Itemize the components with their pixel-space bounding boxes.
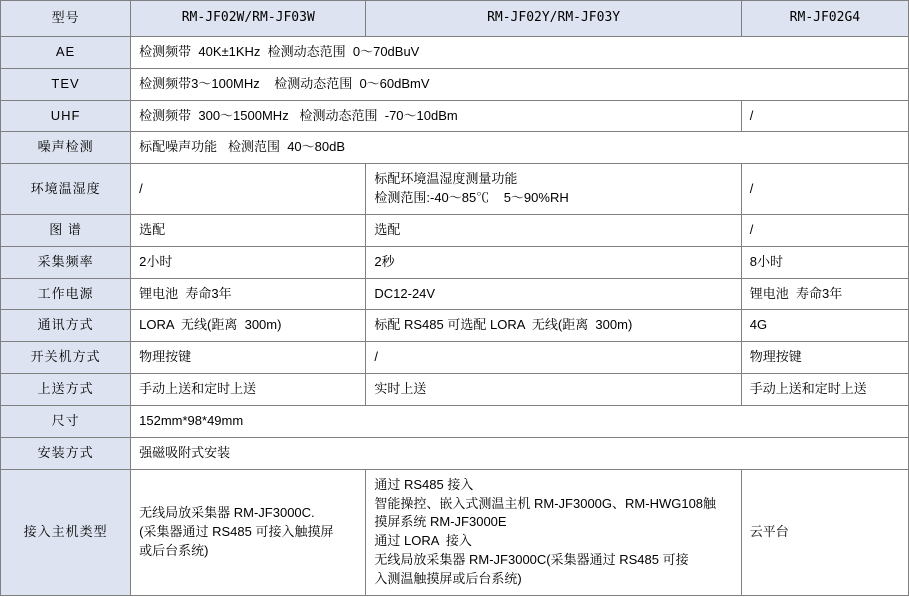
row-label: UHF [1,100,131,132]
header-model-1: RM-JF02W/RM-JF03W [131,1,366,37]
cell-line: / [139,180,143,196]
row-label: 噪声检测 [1,132,131,164]
table-cell [741,469,908,595]
cell-line: 锂电池 寿命3年 [749,285,843,301]
cell-line: 或后台系统) [139,542,209,558]
table-cell [131,246,366,278]
table-cell [741,374,908,406]
row-label: 通讯方式 [1,310,131,342]
table-cell [366,164,741,215]
table-cell [741,100,908,132]
table-cell [131,469,366,595]
table-cell [131,278,366,310]
table-row [1,246,909,278]
row-label: 环境温湿度 [1,164,131,215]
row-label: 安装方式 [1,437,131,469]
cell-line: 152mm*98*49mm [139,412,244,428]
table-cell [741,278,908,310]
row-label: AE [1,36,131,68]
cell-line: 通过 LORA 接入 [374,533,472,549]
table-row [1,132,909,164]
cell-line: 通过 RS485 接入 [374,476,474,492]
table-cell [366,342,741,374]
row-label: 接入主机类型 [1,469,131,595]
cell-line: / [749,180,754,196]
table-row [1,374,909,406]
cell-line: 智能操控、嵌入式测温主机 RM-JF3000G、RM-HWG108触 [374,495,717,511]
header-model-3: RM-JF02G4 [741,1,908,37]
cell-line: 8小时 [749,253,784,269]
table-cell [741,246,908,278]
table-row [1,164,909,215]
table-cell [741,164,908,215]
cell-line: 检测范围:-40～85℃ 5～90%RH [374,190,569,206]
cell-line: 物理按键 [749,349,802,365]
table-row [1,214,909,246]
table-row [1,469,909,595]
table-cell [366,310,741,342]
table-cell [131,214,366,246]
table-cell [131,342,366,374]
cell-line: 检测频带3～100MHz 检测动态范围 0～60dBmV [139,75,430,91]
cell-line: 检测频带 300～1500MHz 检测动态范围 -70～10dBm [139,107,458,123]
cell-line: 手动上送和定时上送 [139,381,257,397]
cell-line: 检测频带 40K±1KHz 检测动态范围 0～70dBuV [139,43,420,59]
cell-line: DC12-24V [374,285,436,301]
cell-line: 锂电池 寿命3年 [139,285,232,301]
table-cell [366,469,741,595]
row-label: TEV [1,68,131,100]
table-header-row [1,1,909,37]
row-label: 上送方式 [1,374,131,406]
row-label: 尺寸 [1,405,131,437]
table-header [1,1,909,37]
cell-line: 选配 [374,221,401,237]
cell-line: / [374,349,379,365]
table-cell [366,278,741,310]
table-cell [741,214,908,246]
table-cell [131,164,366,215]
cell-line: LORA 无线(距离 300m) [139,317,282,333]
cell-line: / [749,221,754,237]
cell-line: 强磁吸附式安装 [139,444,231,460]
table-cell [741,342,908,374]
table-row [1,278,909,310]
cell-line: 物理按键 [139,349,192,365]
header-model-2: RM-JF02Y/RM-JF03Y [366,1,741,37]
cell-line: 入测温触摸屏或后台系统) [374,570,522,586]
cell-line: 实时上送 [374,381,427,397]
table-cell [131,100,742,132]
cell-line: 标配环境温湿度测量功能 [374,171,518,187]
cell-line: 2秒 [374,253,395,269]
cell-line: 2小时 [139,253,173,269]
cell-line: 标配 RS485 可选配 LORA 无线(距离 300m) [374,317,633,333]
table-cell [131,310,366,342]
table-row [1,405,909,437]
row-label: 采集频率 [1,246,131,278]
table-cell [366,374,741,406]
row-label: 图 谱 [1,214,131,246]
row-label: 工作电源 [1,278,131,310]
header-model-label: 型号 [1,1,131,37]
table-cell [366,214,741,246]
cell-line: 无线局放采集器 RM-JF3000C(采集器通过 RS485 可接 [374,552,689,568]
table-cell [366,246,741,278]
cell-line: / [749,107,754,123]
cell-line: (采集器通过 RS485 可接入触摸屏 [139,523,334,539]
cell-line: 手动上送和定时上送 [749,381,867,397]
table-body [1,36,909,595]
table-row [1,100,909,132]
cell-line: 云平台 [749,523,789,539]
table-row [1,68,909,100]
cell-line: 标配噪声功能 检测范围 40～80dB [139,139,346,155]
row-label: 开关机方式 [1,342,131,374]
cell-line: 选配 [139,221,166,237]
table-cell [131,68,909,100]
table-cell [741,310,908,342]
table-cell [131,437,909,469]
cell-line: 4G [749,317,768,333]
cell-line: 无线局放采集器 RM-JF3000C. [139,504,315,520]
table-row [1,342,909,374]
table-cell [131,132,909,164]
table-cell [131,374,366,406]
table-row [1,36,909,68]
table-cell [131,405,909,437]
table-row [1,310,909,342]
table-cell [131,36,909,68]
table-row [1,437,909,469]
cell-line: 摸屏系统 RM-JF3000E [374,514,507,530]
